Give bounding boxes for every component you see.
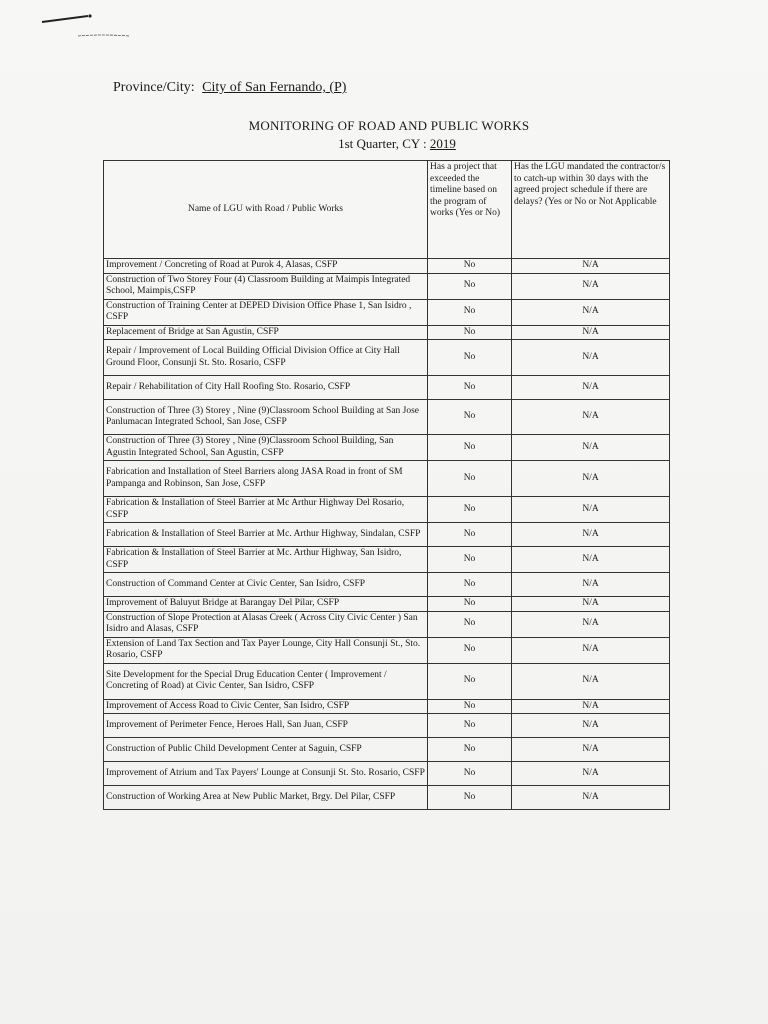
mandated-cell: N/A — [512, 762, 670, 786]
exceeded-cell: No — [428, 786, 512, 810]
table-row — [104, 637, 670, 663]
table-row — [104, 547, 670, 573]
table-body — [104, 259, 670, 810]
table-row — [104, 786, 670, 810]
project-name-cell: Repair / Rehabilitation of City Hall Roofing Sto. Rosario, CSFP — [104, 376, 428, 400]
mandated-cell: N/A — [512, 523, 670, 547]
exceeded-cell: No — [428, 400, 512, 435]
project-name-cell: Fabrication & Installation of Steel Barrier at Mc Arthur Highway Del Rosario, CSFP — [104, 497, 428, 523]
mandated-cell: N/A — [512, 435, 670, 461]
exceeded-cell: No — [428, 273, 512, 299]
exceeded-cell: No — [428, 573, 512, 597]
exceeded-cell: No — [428, 597, 512, 612]
exceeded-cell: No — [428, 699, 512, 714]
mandated-cell: N/A — [512, 738, 670, 762]
exceeded-cell: No — [428, 714, 512, 738]
mandated-cell: N/A — [512, 714, 670, 738]
table-row — [104, 435, 670, 461]
project-name-cell: Repair / Improvement of Local Building Official Division Office at City Hall Ground Floor, Consunji St. Sto. Rosario, CSFP — [104, 340, 428, 376]
table-row — [104, 299, 670, 325]
table-row — [104, 325, 670, 340]
mandated-cell: N/A — [512, 663, 670, 699]
year-value: 2019 — [429, 136, 456, 151]
works-table — [103, 160, 670, 810]
project-name-cell: Improvement of Atrium and Tax Payers' Lounge at Consunji St. Sto. Rosario, CSFP — [104, 762, 428, 786]
province-city-line — [113, 80, 346, 96]
exceeded-cell: No — [428, 376, 512, 400]
exceeded-cell: No — [428, 497, 512, 523]
mandated-cell: N/A — [512, 400, 670, 435]
table-row — [104, 573, 670, 597]
table-row — [104, 461, 670, 497]
table-row — [104, 714, 670, 738]
project-name-cell: Improvement of Access Road to Civic Center, San Isidro, CSFP — [104, 699, 428, 714]
mandated-cell: N/A — [512, 376, 670, 400]
table-row — [104, 400, 670, 435]
project-name-cell: Improvement / Concreting of Road at Purok 4, Alasas, CSFP — [104, 259, 428, 274]
mandated-cell: N/A — [512, 786, 670, 810]
project-name-cell: Replacement of Bridge at San Agustin, CSFP — [104, 325, 428, 340]
province-value: City of San Fernando, (P) — [202, 80, 347, 95]
mandated-cell: N/A — [512, 461, 670, 497]
mandated-cell: N/A — [512, 299, 670, 325]
project-name-cell: Construction of Public Child Development Center at Saguin, CSFP — [104, 738, 428, 762]
table-row — [104, 273, 670, 299]
exceeded-cell: No — [428, 611, 512, 637]
project-name-cell: Construction of Two Storey Four (4) Classroom Building at Maimpis Integrated School, Maimpis,CSFP — [104, 273, 428, 299]
mandated-cell: N/A — [512, 273, 670, 299]
exceeded-cell: No — [428, 435, 512, 461]
exceeded-cell: No — [428, 762, 512, 786]
table-row — [104, 376, 670, 400]
exceeded-cell: No — [428, 259, 512, 274]
project-name-cell: Construction of Command Center at Civic Center, San Isidro, CSFP — [104, 573, 428, 597]
table-row — [104, 259, 670, 274]
project-name-cell: Construction of Working Area at New Public Market, Brgy. Del Pilar, CSFP — [104, 786, 428, 810]
project-name-cell: Fabrication and Installation of Steel Barriers along JASA Road in front of SM Pampanga and Robinson, San Jose, CSFP — [104, 461, 428, 497]
mandated-cell: N/A — [512, 325, 670, 340]
province-label: Province/City: — [113, 80, 195, 95]
project-name-cell: Fabrication & Installation of Steel Barrier at Mc. Arthur Highway, San Isidro, CSFP — [104, 547, 428, 573]
project-name-cell: Improvement of Baluyut Bridge at Barangay Del Pilar, CSFP — [104, 597, 428, 612]
exceeded-cell: No — [428, 547, 512, 573]
exceeded-cell: No — [428, 637, 512, 663]
pen-scribble-mark — [40, 12, 135, 42]
table-row — [104, 340, 670, 376]
project-name-cell: Construction of Slope Protection at Alasas Creek ( Across City Civic Center ) San Isidro and Alasas, CSFP — [104, 611, 428, 637]
table-header-row — [104, 161, 670, 259]
table-row — [104, 663, 670, 699]
mandated-cell: N/A — [512, 699, 670, 714]
project-name-cell: Construction of Three (3) Storey , Nine (9)Classroom School Building at San Jose Panlumacan Integrated School, San Jose, CSFP — [104, 400, 428, 435]
mandated-cell: N/A — [512, 259, 670, 274]
table-row — [104, 738, 670, 762]
exceeded-cell: No — [428, 340, 512, 376]
exceeded-cell: No — [428, 299, 512, 325]
mandated-cell: N/A — [512, 497, 670, 523]
table-row — [104, 497, 670, 523]
project-name-cell: Improvement of Perimeter Fence, Heroes Hall, San Juan, CSFP — [104, 714, 428, 738]
mandated-cell: N/A — [512, 573, 670, 597]
column-header-name: Name of LGU with Road / Public Works — [104, 161, 428, 259]
mandated-cell: N/A — [512, 637, 670, 663]
mandated-cell: N/A — [512, 547, 670, 573]
exceeded-cell: No — [428, 523, 512, 547]
column-header-mandated: Has the LGU mandated the contractor/s to catch-up within 30 days with the agreed project schedule if there are delays? (Yes or No or Not Applicable — [512, 161, 670, 259]
column-header-exceeded: Has a project that exceeded the timeline based on the program of works (Yes or No) — [428, 161, 512, 259]
exceeded-cell: No — [428, 325, 512, 340]
table-row — [104, 699, 670, 714]
quarter-label: 1st Quarter, CY : — [338, 136, 427, 151]
project-name-cell: Construction of Training Center at DEPED Division Office Phase 1, San Isidro , CSFP — [104, 299, 428, 325]
table-row — [104, 597, 670, 612]
exceeded-cell: No — [428, 663, 512, 699]
mandated-cell: N/A — [512, 597, 670, 612]
project-name-cell: Extension of Land Tax Section and Tax Payer Lounge, City Hall Consunji St., Sto. Rosario, CSFP — [104, 637, 428, 663]
table-row — [104, 611, 670, 637]
exceeded-cell: No — [428, 461, 512, 497]
mandated-cell: N/A — [512, 340, 670, 376]
mandated-cell: N/A — [512, 611, 670, 637]
exceeded-cell: No — [428, 738, 512, 762]
document-title: MONITORING OF ROAD AND PUBLIC WORKS — [248, 118, 530, 133]
table-row — [104, 762, 670, 786]
project-name-cell: Fabrication & Installation of Steel Barrier at Mc. Arthur Highway, Sindalan, CSFP — [104, 523, 428, 547]
project-name-cell: Site Development for the Special Drug Education Center ( Improvement / Concreting of Road) at Civic Center, San Isidro, CSFP — [104, 663, 428, 699]
project-name-cell: Construction of Three (3) Storey , Nine (9)Classroom School Building, San Agustin Integrated School, San Agustin, CSFP — [104, 435, 428, 461]
document-subtitle — [0, 136, 768, 152]
table-row — [104, 523, 670, 547]
